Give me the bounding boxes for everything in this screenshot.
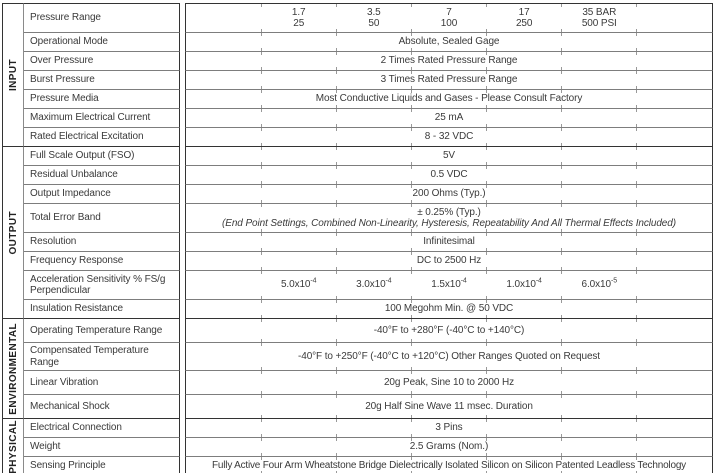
spec-value-full-scale-output: 5V bbox=[185, 146, 713, 165]
spec-label-operational-mode: Operational Mode bbox=[24, 32, 180, 51]
acceleration-value: 5.0x10 bbox=[280, 279, 311, 291]
spec-label-burst-pressure: Burst Pressure bbox=[24, 70, 180, 89]
spec-label-pressure-range: Pressure Range bbox=[24, 3, 180, 32]
pressure-range-col-5 bbox=[562, 7, 637, 30]
pressure-psi-value: 100 bbox=[440, 18, 458, 29]
acceleration-exponent: -5 bbox=[610, 277, 617, 285]
spec-value-rated-electrical-excitation: 8 - 32 VDC bbox=[185, 127, 713, 146]
acceleration-value: 6.0x10 bbox=[581, 279, 611, 291]
spec-value-burst-pressure: 3 Times Rated Pressure Range bbox=[185, 70, 713, 89]
acceleration-value: 1.5x10 bbox=[431, 279, 461, 291]
spec-value-maximum-electrical-current: 25 mA bbox=[185, 108, 713, 127]
spec-value-sensing-principle: Fully Active Four Arm Wheatstone Bridge Dielectrically Isolated Silicon on Silicon Patented Leadless Technology bbox=[185, 456, 713, 473]
spec-value-output-impedance: 200 Ohms (Typ.) bbox=[185, 184, 713, 203]
spec-label-mechanical-shock: Mechanical Shock bbox=[24, 394, 180, 418]
section-input bbox=[2, 3, 24, 146]
acceleration-exponent: -4 bbox=[385, 277, 392, 285]
pressure-bar-value: 3.5 bbox=[367, 6, 381, 18]
section-environmental-label: ENVIRONMENTAL bbox=[7, 322, 19, 415]
spec-label-linear-vibration: Linear Vibration bbox=[24, 370, 180, 394]
section-physical-label: PHYSICAL bbox=[7, 419, 19, 473]
spec-value-weight: 2.5 Grams (Nom.) bbox=[185, 437, 713, 456]
pressure-psi-value: 250 bbox=[515, 18, 533, 29]
acceleration-value: 3.0x10 bbox=[356, 279, 386, 291]
spec-value-acceleration-sensitivity bbox=[185, 270, 713, 299]
spec-label-rated-electrical-excitation: Rated Electrical Excitation bbox=[24, 127, 180, 146]
section-output-label: OUTPUT bbox=[7, 210, 19, 255]
pressure-bar-value: 1.7 bbox=[291, 6, 306, 18]
spec-label-operating-temperature-range: Operating Temperature Range bbox=[24, 318, 180, 342]
specification-table bbox=[2, 3, 713, 473]
section-physical bbox=[2, 418, 24, 473]
total-error-band-note: (End Point Settings, Combined Non-Linearity, Hysteresis, Repeatability And All Thermal Effects Included) bbox=[222, 218, 676, 229]
spec-value-resolution: Infinitesimal bbox=[185, 232, 713, 251]
spec-label-maximum-electrical-current: Maximum Electrical Current bbox=[24, 108, 180, 127]
acceleration-sensitivity-col-5 bbox=[562, 279, 637, 291]
spec-label-resolution: Resolution bbox=[24, 232, 180, 251]
section-environmental bbox=[2, 318, 24, 418]
spec-value-operating-temperature-range: -40°F to +280°F (-40°C to +140°C) bbox=[185, 318, 713, 342]
pressure-range-col-4 bbox=[487, 7, 562, 30]
spec-value-total-error-band bbox=[185, 203, 713, 232]
pressure-bar-value: 35 BAR bbox=[582, 6, 617, 18]
pressure-range-col-1 bbox=[261, 7, 336, 30]
spec-value-pressure-range bbox=[185, 3, 713, 32]
acceleration-value: 1.0x10 bbox=[506, 279, 536, 291]
pressure-range-col-3 bbox=[411, 7, 486, 30]
spec-label-insulation-resistance: Insulation Resistance bbox=[24, 299, 180, 318]
spec-label-frequency-response: Frequency Response bbox=[24, 251, 180, 270]
section-input-label: INPUT bbox=[7, 59, 19, 91]
acceleration-sensitivity-col-2 bbox=[336, 279, 411, 291]
spec-label-acceleration-sensitivity: Acceleration Sensitivity % FS/g Perpendicular bbox=[24, 270, 180, 299]
spec-value-linear-vibration: 20g Peak, Sine 10 to 2000 Hz bbox=[185, 370, 713, 394]
total-error-band-value: ± 0.25% (Typ.) bbox=[417, 206, 481, 218]
pressure-bar-value: 17 bbox=[518, 6, 530, 18]
section-output bbox=[2, 146, 24, 318]
spec-label-over-pressure: Over Pressure bbox=[24, 51, 180, 70]
spec-label-pressure-media: Pressure Media bbox=[24, 89, 180, 108]
acceleration-exponent: -4 bbox=[535, 277, 542, 285]
pressure-bar-value: 7 bbox=[446, 6, 452, 18]
spec-value-residual-unbalance: 0.5 VDC bbox=[185, 165, 713, 184]
spec-label-weight: Weight bbox=[24, 437, 180, 456]
pressure-psi-value: 500 PSI bbox=[581, 18, 617, 29]
spec-label-full-scale-output: Full Scale Output (FSO) bbox=[24, 146, 180, 165]
spec-label-total-error-band: Total Error Band bbox=[24, 203, 180, 232]
spec-value-pressure-media: Most Conductive Liquids and Gases - Please Consult Factory bbox=[185, 89, 713, 108]
spec-value-operational-mode: Absolute, Sealed Gage bbox=[185, 32, 713, 51]
spec-label-residual-unbalance: Residual Unbalance bbox=[24, 165, 180, 184]
spec-value-frequency-response: DC to 2500 Hz bbox=[185, 251, 713, 270]
acceleration-sensitivity-col-1 bbox=[261, 279, 336, 291]
pressure-range-col-2 bbox=[336, 7, 411, 30]
spec-label-sensing-principle: Sensing Principle bbox=[24, 456, 180, 473]
pressure-psi-value: 50 bbox=[368, 18, 380, 29]
spec-value-over-pressure: 2 Times Rated Pressure Range bbox=[185, 51, 713, 70]
acceleration-sensitivity-col-3 bbox=[411, 279, 486, 291]
spec-label-electrical-connection: Electrical Connection bbox=[24, 418, 180, 437]
spec-label-output-impedance: Output Impedance bbox=[24, 184, 180, 203]
acceleration-exponent: -4 bbox=[310, 277, 317, 285]
spec-label-compensated-temperature-range: Compensated Temperature Range bbox=[24, 342, 180, 370]
acceleration-exponent: -4 bbox=[460, 277, 467, 285]
spec-value-compensated-temperature-range: -40°F to +250°F (-40°C to +120°C) Other Ranges Quoted on Request bbox=[185, 342, 713, 370]
acceleration-sensitivity-col-4 bbox=[487, 279, 562, 291]
spec-value-electrical-connection: 3 Pins bbox=[185, 418, 713, 437]
pressure-psi-value: 25 bbox=[293, 18, 305, 29]
spec-value-insulation-resistance: 100 Megohm Min. @ 50 VDC bbox=[185, 299, 713, 318]
spec-value-mechanical-shock: 20g Half Sine Wave 11 msec. Duration bbox=[185, 394, 713, 418]
